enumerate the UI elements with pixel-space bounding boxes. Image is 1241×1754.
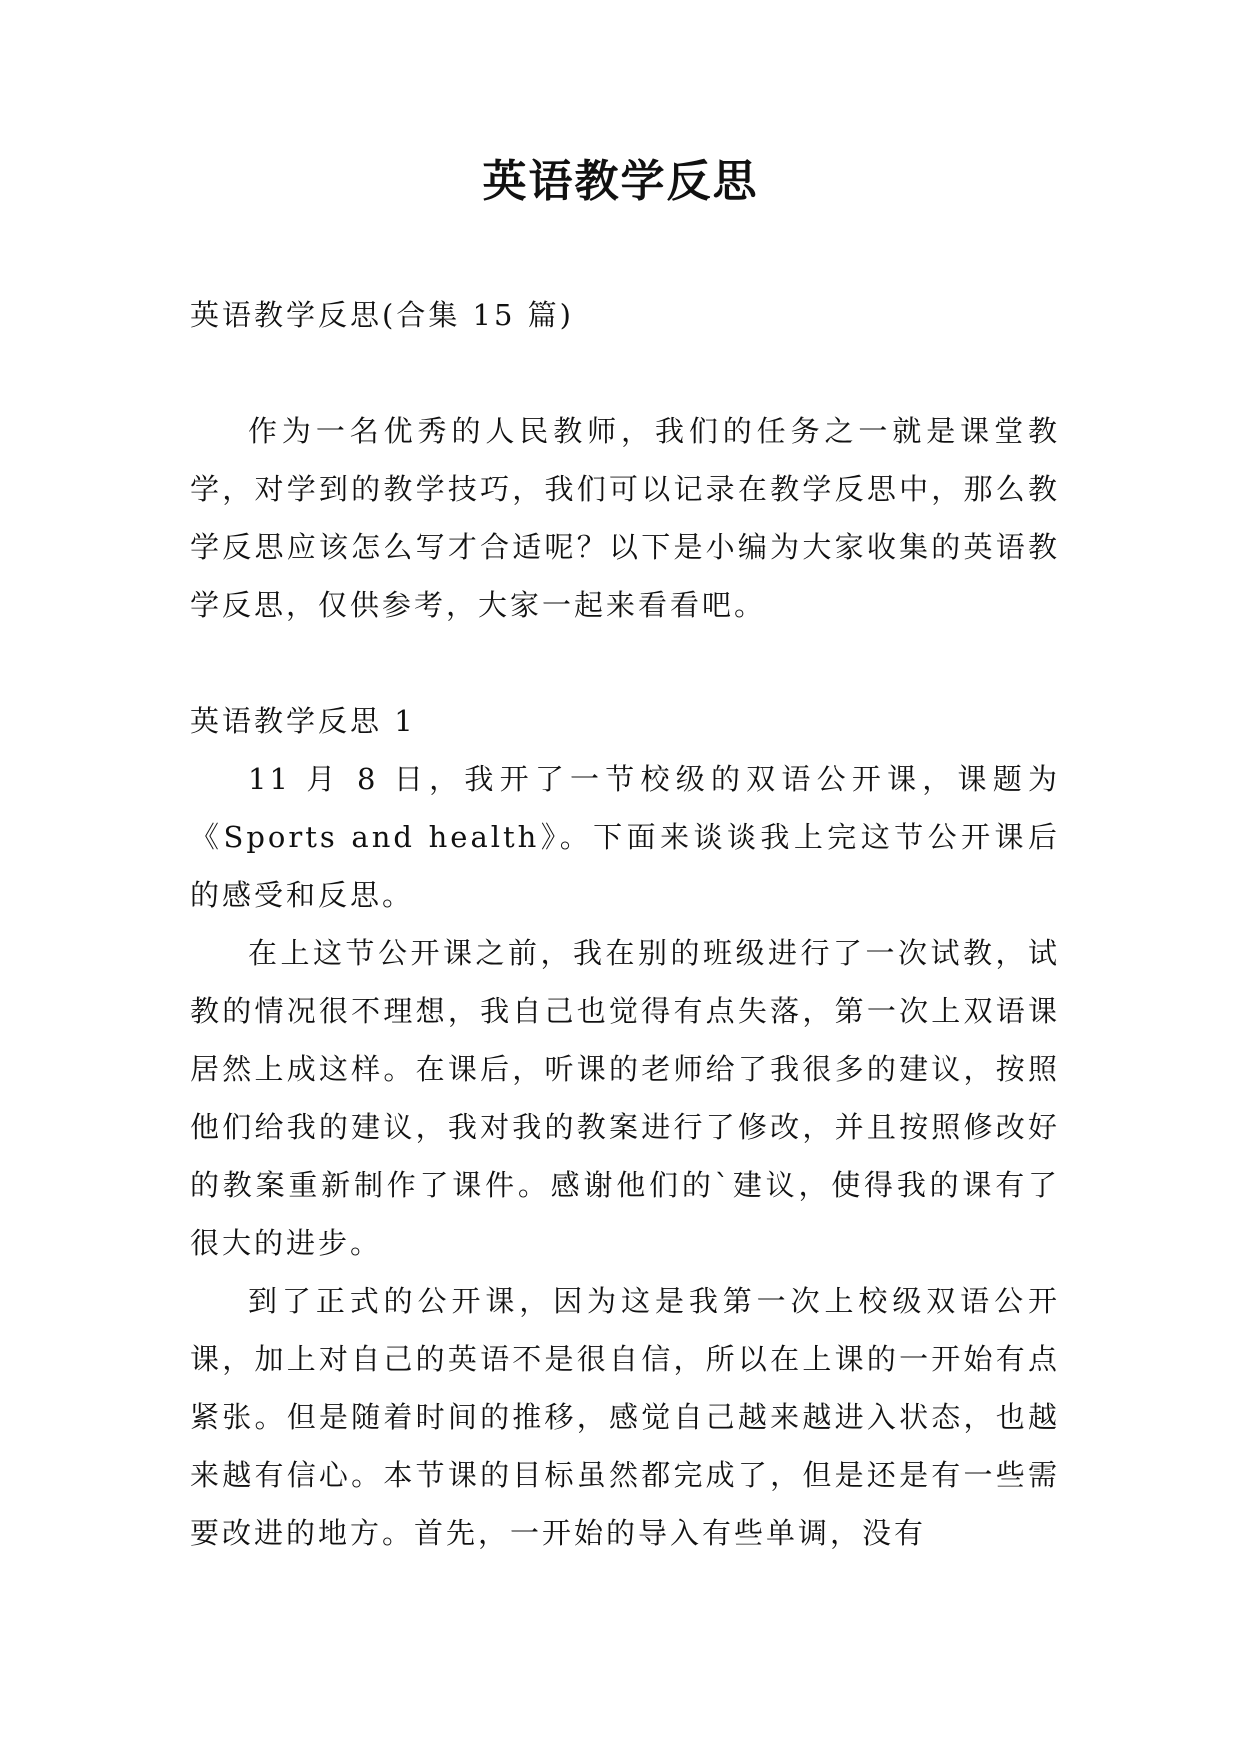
- document-title: 英语教学反思: [482, 156, 759, 207]
- section-heading: 英语教学反思 1: [190, 704, 416, 738]
- section-1-body: [190, 750, 1060, 1562]
- body-paragraph: 到了正式的公开课，因为这是我第一次上校级双语公开课，加上对自己的英语不是很自信，所以在上课的一开始有点紧张。但是随着时间的推移，感觉自己越来越进入状态，也越来越有信心。本节课的目标虽然都完成了，但是还是有一些需要改进的地方。首先，一开始的导入有些单调，没有: [190, 1284, 1060, 1550]
- body-paragraph: 11 月 8 日，我开了一节校级的双语公开课，课题为《Sports and health》。下面来谈谈我上完这节公开课后的感受和反思。: [190, 762, 1060, 912]
- intro-section: [190, 402, 1060, 634]
- document-subtitle: 英语教学反思(合集 15 篇): [190, 298, 574, 332]
- body-paragraph: 在上这节公开课之前，我在别的班级进行了一次试教，试教的情况很不理想，我自己也觉得有点失落，第一次上双语课居然上成这样。在课后，听课的老师给了我很多的建议，按照他们给我的建议，我对我的教案进行了修改，并且按照修改好的教案重新制作了课件。感谢他们的`建议，使得我的课有了很大的进步。: [190, 936, 1060, 1260]
- intro-paragraph: 作为一名优秀的人民教师，我们的任务之一就是课堂教学，对学到的教学技巧，我们可以记录在教学反思中，那么教学反思应该怎么写才合适呢？以下是小编为大家收集的英语教学反思，仅供参考，大家一起来看看吧。: [190, 414, 1060, 622]
